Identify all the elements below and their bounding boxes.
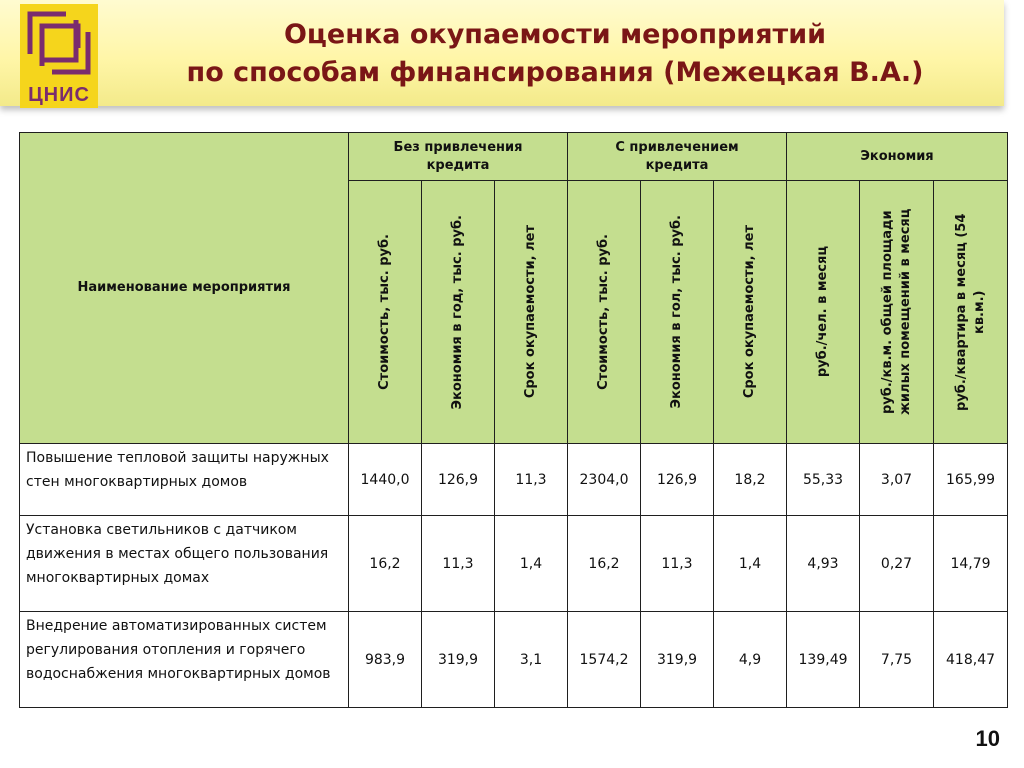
group-header-no-credit: Без привлечения кредита (349, 133, 568, 181)
table-cell: 126,9 (641, 444, 714, 516)
table-cell: 1574,2 (568, 612, 641, 708)
header-row-groups (20, 133, 1008, 181)
table-cell: 3,07 (860, 444, 934, 516)
subheader-per-apartment: руб./квартира в месяц (54 кв.м.) (934, 181, 1008, 444)
table-cell: 11,3 (422, 516, 495, 612)
subheader-savings-year-2: Экономия в гол, тыс. руб. (641, 181, 714, 444)
subheader-cost-1: Стоимость, тыс. руб. (349, 181, 422, 444)
group-header-savings: Экономия (787, 133, 1008, 181)
table-cell: 16,2 (568, 516, 641, 612)
subheader-savings-year-1: Экономия в год, тыс. руб. (422, 181, 495, 444)
table-cell: 11,3 (641, 516, 714, 612)
title-line-1: Оценка окупаемости мероприятий (283, 19, 827, 50)
table-cell: 7,75 (860, 612, 934, 708)
table-cell: 55,33 (787, 444, 860, 516)
table-cell: 0,27 (860, 516, 934, 612)
table-cell: 18,2 (714, 444, 787, 516)
table-cell: 14,79 (934, 516, 1008, 612)
payback-table (19, 132, 1008, 708)
table-cell: 983,9 (349, 612, 422, 708)
row-name: Повышение тепловой защиты наружных стен многоквартирных домов (20, 444, 349, 516)
table-cell: 126,9 (422, 444, 495, 516)
row-name: Установка светильников с датчиком движения в местах общего пользования многоквартирных домах (20, 516, 349, 612)
subheader-per-person: руб./чел. в месяц (787, 181, 860, 444)
table-cell: 139,49 (787, 612, 860, 708)
table-cell: 2304,0 (568, 444, 641, 516)
logo-text: ЦНИС (28, 84, 90, 106)
logo-mark-icon (20, 4, 98, 84)
table-cell: 1,4 (495, 516, 568, 612)
table-cell: 16,2 (349, 516, 422, 612)
table-row (20, 516, 1008, 612)
table-cell: 1,4 (714, 516, 787, 612)
table-row (20, 612, 1008, 708)
title-line-2: по способам финансирования (Межецкая В.А.) (186, 57, 924, 88)
table-cell: 3,1 (495, 612, 568, 708)
page-title (110, 16, 1000, 92)
table-row (20, 444, 1008, 516)
table-cell: 4,9 (714, 612, 787, 708)
table-cell: 319,9 (641, 612, 714, 708)
group-header-with-credit: С привлечением кредита (568, 133, 787, 181)
subheader-payback-2: Срок окупаемости, лет (714, 181, 787, 444)
logo (20, 4, 98, 108)
table-cell: 418,47 (934, 612, 1008, 708)
row-name: Внедрение автоматизированных систем регулирования отопления и горячего водоснабжения многоквартирных домов (20, 612, 349, 708)
table-cell: 11,3 (495, 444, 568, 516)
table-cell: 165,99 (934, 444, 1008, 516)
subheader-per-sqm: руб./кв.м. общей площади жилых помещений в месяц (860, 181, 934, 444)
table-cell: 1440,0 (349, 444, 422, 516)
page-number: 10 (975, 726, 1000, 751)
table-cell: 319,9 (422, 612, 495, 708)
table-cell: 4,93 (787, 516, 860, 612)
column-header-name: Наименование мероприятия (20, 133, 349, 444)
subheader-cost-2: Стоимость, тыс. руб. (568, 181, 641, 444)
subheader-payback-1: Срок окупаемости, лет (495, 181, 568, 444)
